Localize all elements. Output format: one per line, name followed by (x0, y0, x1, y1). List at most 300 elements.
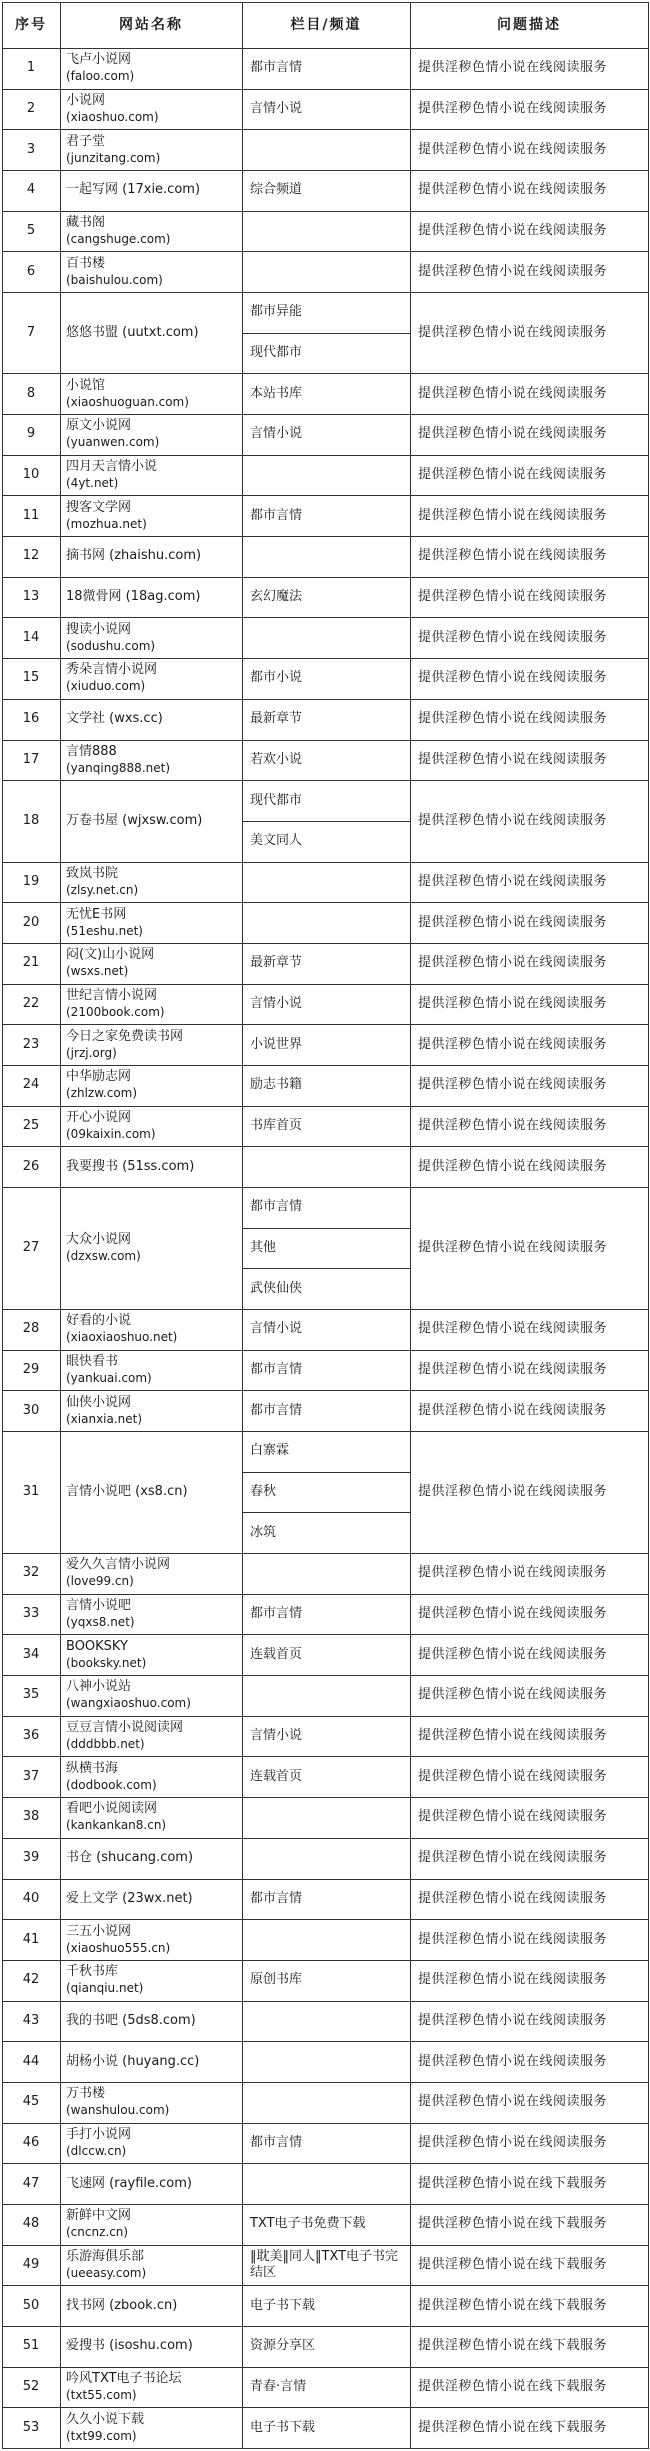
site-name (66, 617, 242, 658)
site-title: 致岚书院 (66, 865, 119, 881)
channel: 都市言情 (250, 60, 303, 76)
problem-description: 提供淫秽色情小说在线阅读服务 (418, 1402, 608, 1418)
site-name (66, 292, 242, 373)
problem-description: 提供淫秽色情小说在线阅读服务 (418, 1931, 608, 1947)
channel (250, 536, 410, 577)
site-domain: (yanqing888.net) (66, 760, 171, 775)
site-name (66, 658, 242, 699)
row-number: 1 (26, 60, 36, 76)
problem-description: 提供淫秽色情小说在线下载服务 (418, 2338, 608, 2354)
problem-description: 提供淫秽色情小说在线阅读服务 (418, 1565, 608, 1581)
site-title: 纵横书海 (66, 1760, 119, 1776)
site-name (66, 943, 242, 984)
site-title: 我要搜书 (51ss.com) (66, 1158, 195, 1174)
site-title: 闷(文)山小说网 (66, 947, 155, 963)
problem-description: 提供淫秽色情小说在线阅读服务 (418, 1768, 608, 1784)
row-number: 14 (22, 629, 40, 645)
site-title: 乐游海俱乐部 (66, 2248, 145, 2264)
problem-description: 提供淫秽色情小说在线下载服务 (418, 2256, 608, 2272)
problem-description: 提供淫秽色情小说在线阅读服务 (418, 1646, 608, 1662)
problem-description: 提供淫秽色情小说在线阅读服务 (418, 141, 608, 157)
site-title: 小说网 (66, 93, 106, 108)
row-number: 45 (22, 2094, 40, 2110)
site-name (66, 129, 242, 170)
site-name (66, 2082, 242, 2123)
channel: 言情小说 (250, 426, 303, 442)
problem-description: 提供淫秽色情小说在线阅读服务 (418, 873, 608, 889)
column-divider (242, 2, 243, 2449)
site-name (66, 1756, 242, 1797)
row-number: 41 (22, 1931, 40, 1947)
channel (250, 902, 410, 943)
row-number: 53 (22, 2419, 40, 2435)
site-name (66, 1960, 242, 2001)
row-number: 35 (22, 1687, 40, 1703)
site-domain: (cangshuge.com) (66, 232, 171, 247)
site-title: 言情小说吧 (66, 1598, 132, 1614)
site-title: 我的书吧 (5ds8.com) (66, 2012, 196, 2028)
channel: 原创书库 (250, 1972, 303, 1988)
channel: 电子书下载 (250, 2419, 316, 2435)
site-title: 吟风TXT电子书论坛 (66, 2370, 182, 2386)
site-name (66, 2285, 242, 2326)
problem-description: 提供淫秽色情小说在线阅读服务 (418, 955, 608, 971)
row-number: 31 (22, 1484, 40, 1500)
site-name (66, 89, 242, 130)
site-domain: (txt55.com) (66, 2387, 137, 2402)
site-name (66, 862, 242, 903)
row-number: 7 (26, 324, 36, 340)
site-title: 爱上文学 (23wx.net) (66, 1890, 193, 1906)
site-title: 豆豆言情小说阅读网 (66, 1720, 184, 1736)
header-no: 序号 (15, 17, 47, 33)
site-title: 仙侠小说网 (66, 1394, 132, 1410)
channel: 美文同人 (250, 833, 303, 849)
row-number: 26 (22, 1158, 40, 1174)
site-domain: (booksky.net) (66, 1655, 147, 1670)
site-title: BOOKSKY (66, 1638, 128, 1654)
channel: 都市言情 (250, 1199, 303, 1215)
row-number: 37 (22, 1768, 40, 1784)
channel (250, 1797, 410, 1838)
channel (250, 617, 410, 658)
problem-description: 提供淫秽色情小说在线下载服务 (418, 2216, 608, 2232)
row-number: 12 (22, 548, 40, 564)
channel: 现代都市 (250, 345, 303, 361)
site-name (66, 251, 242, 292)
site-domain: (xiuduo.com) (66, 679, 146, 694)
site-name (66, 536, 242, 577)
channel (250, 1919, 410, 1960)
site-title: 君子堂 (66, 133, 106, 149)
row-number: 42 (22, 1972, 40, 1988)
channel (250, 129, 410, 170)
site-name (66, 780, 242, 861)
row-number: 34 (22, 1646, 40, 1662)
row-number: 4 (26, 182, 36, 198)
row-divider (242, 333, 410, 334)
site-name (66, 455, 242, 496)
site-title: 大众小说网 (66, 1231, 132, 1247)
site-name (66, 2407, 242, 2448)
column-divider (60, 2, 61, 2449)
problem-description: 提供淫秽色情小说在线阅读服务 (418, 1362, 608, 1378)
channel: 青春·言情 (250, 2378, 307, 2394)
site-title: 今日之家免费读书网 (66, 1028, 184, 1044)
row-number: 40 (22, 1890, 40, 1906)
channel (250, 2001, 410, 2042)
site-title: 小说馆 (66, 377, 106, 393)
site-title: 万卷书屋 (wjxsw.com) (66, 812, 203, 828)
site-name (66, 1024, 242, 1065)
channel: 都市小说 (250, 670, 303, 686)
site-name (66, 1065, 242, 1106)
channel: 其他 (250, 1239, 277, 1255)
site-domain: (junzitang.com) (66, 150, 161, 165)
site-name (66, 1187, 242, 1309)
problem-description: 提供淫秽色情小说在线阅读服务 (418, 385, 608, 401)
site-name (66, 1797, 242, 1838)
row-divider (2, 2448, 648, 2449)
problem-description: 提供淫秽色情小说在线阅读服务 (418, 60, 608, 76)
header-name: 网站名称 (119, 17, 183, 33)
site-title: 爱搜书 (isoshu.com) (66, 2338, 193, 2354)
site-name (66, 495, 242, 536)
row-number: 15 (22, 670, 40, 686)
site-title: 飞速网 (rayfile.com) (66, 2175, 192, 2191)
problem-description: 提供淫秽色情小说在线阅读服务 (418, 182, 608, 198)
site-domain: (51eshu.net) (66, 923, 143, 938)
row-number: 3 (26, 141, 36, 157)
site-name (66, 1390, 242, 1431)
site-domain: (txt99.com) (66, 2428, 137, 2443)
channel (250, 1553, 410, 1594)
site-name (66, 984, 242, 1025)
problem-description: 提供淫秽色情小说在线阅读服务 (418, 1809, 608, 1825)
channel: 连载首页 (250, 1768, 303, 1784)
row-number: 50 (22, 2297, 40, 2313)
channel: 资源分享区 (250, 2338, 316, 2354)
site-name (66, 699, 242, 740)
row-number: 2 (26, 101, 36, 116)
site-domain: (cncnz.cn) (66, 2225, 129, 2240)
row-number: 44 (22, 2053, 40, 2069)
column-divider (2, 2, 3, 2449)
problem-description: 提供淫秽色情小说在线阅读服务 (418, 1890, 608, 1906)
site-title: 秀朵言情小说网 (66, 662, 158, 678)
row-number: 29 (22, 1362, 40, 1378)
site-name (66, 373, 242, 414)
channel: 本站书库 (250, 385, 303, 401)
site-domain: (xiaoxiaoshuo.net) (66, 1330, 178, 1345)
site-domain: (dddbbb.net) (66, 1737, 145, 1752)
site-title: 搜客文学网 (66, 499, 132, 515)
channel: 言情小说 (250, 1728, 303, 1744)
problem-description: 提供淫秽色情小说在线阅读服务 (418, 711, 608, 727)
site-name (66, 1106, 242, 1147)
problem-description: 提供淫秽色情小说在线阅读服务 (418, 751, 608, 767)
problem-description: 提供淫秽色情小说在线下载服务 (418, 2297, 608, 2313)
site-title: 书仓 (shucang.com) (66, 1850, 194, 1866)
channel: 都市言情 (250, 1890, 303, 1906)
site-name (66, 2367, 242, 2408)
site-domain: (wanshulou.com) (66, 2103, 170, 2118)
site-title: 飞卢小说网 (66, 52, 132, 68)
site-name (66, 1431, 242, 1553)
column-divider (410, 2, 411, 2449)
site-domain: (faloo.com) (66, 69, 135, 84)
site-title: 文学社 (wxs.cc) (66, 711, 163, 727)
channel: 最新章节 (250, 955, 303, 971)
site-title: 胡杨小说 (huyang.cc) (66, 2053, 200, 2069)
channel (250, 2163, 410, 2204)
site-name (66, 1919, 242, 1960)
site-domain: (mozhua.net) (66, 516, 147, 531)
channel: 都市言情 (250, 507, 303, 523)
site-name (66, 1879, 242, 1920)
channel: 武侠仙侠 (250, 1280, 303, 1296)
site-name (66, 170, 242, 211)
site-title: 言情888 (66, 743, 117, 759)
problem-description: 提供淫秽色情小说在线阅读服务 (418, 1687, 608, 1703)
row-number: 11 (22, 507, 40, 523)
channel: 若欢小说 (250, 751, 303, 767)
row-number: 5 (26, 223, 36, 239)
problem-description: 提供淫秽色情小说在线下载服务 (418, 2175, 608, 2191)
channel: 最新章节 (250, 711, 303, 727)
problem-description: 提供淫秽色情小说在线阅读服务 (418, 263, 608, 279)
site-name (66, 1634, 242, 1675)
header-desc: 问题描述 (497, 17, 561, 33)
row-number: 17 (22, 751, 40, 767)
site-domain: (sodushu.com) (66, 638, 156, 653)
channel (250, 862, 410, 903)
site-title: 悠悠书盟 (uutxt.com) (66, 324, 199, 340)
column-divider (648, 2, 649, 2449)
site-title: 眼快看书 (66, 1354, 119, 1370)
channel: 冰筑 (250, 1524, 277, 1540)
site-name (66, 1594, 242, 1635)
site-domain: (wangxiaoshuo.com) (66, 1696, 191, 1711)
problem-description: 提供淫秽色情小说在线阅读服务 (418, 1606, 608, 1622)
site-name (66, 48, 242, 89)
channel: 言情小说 (250, 101, 303, 116)
site-title: 久久小说下载 (66, 2411, 145, 2427)
site-name (66, 2041, 242, 2082)
site-domain: (zlsy.net.cn) (66, 882, 139, 897)
problem-description: 提供淫秽色情小说在线阅读服务 (418, 1117, 608, 1133)
channel (250, 2082, 410, 2123)
channel: 励志书籍 (250, 1077, 303, 1093)
problem-description: 提供淫秽色情小说在线阅读服务 (418, 2053, 608, 2069)
site-title: 三五小说网 (66, 1923, 132, 1939)
site-domain: (yuanwen.com) (66, 435, 160, 450)
problem-description: 提供淫秽色情小说在线阅读服务 (418, 507, 608, 523)
site-title: 开心小说网 (66, 1109, 132, 1125)
site-domain: (dzxsw.com) (66, 1248, 141, 1263)
site-name (66, 1350, 242, 1391)
channel: 电子书下载 (250, 2297, 316, 2313)
site-title: 看吧小说阅读网 (66, 1801, 158, 1817)
channel: 书库首页 (250, 1117, 303, 1133)
site-name (66, 1716, 242, 1757)
row-number: 25 (22, 1117, 40, 1133)
row-divider (242, 1228, 410, 1229)
row-divider (242, 821, 410, 822)
site-title: 好看的小说 (66, 1313, 132, 1329)
row-number: 10 (22, 467, 40, 483)
site-name (66, 1553, 242, 1594)
header-column: 栏目/频道 (290, 17, 362, 33)
row-number: 13 (22, 589, 40, 605)
problem-description: 提供淫秽色情小说在线阅读服务 (418, 1972, 608, 1988)
channel (250, 1838, 410, 1879)
channel: 都市言情 (250, 1606, 303, 1622)
site-title: 找书网 (zbook.cn) (66, 2297, 178, 2313)
channel: 言情小说 (250, 995, 303, 1011)
site-domain: (baishulou.com) (66, 272, 163, 287)
site-title: 中华励志网 (66, 1069, 132, 1085)
site-title: 新鲜中文网 (66, 2208, 132, 2224)
site-domain: (xiaoshuo.com) (66, 110, 159, 124)
site-name (66, 2326, 242, 2367)
row-number: 46 (22, 2134, 40, 2150)
row-number: 48 (22, 2216, 40, 2232)
channel (250, 1146, 410, 1187)
channel: 小说世界 (250, 1036, 303, 1052)
site-domain: (xiaoshuoguan.com) (66, 394, 189, 409)
row-number: 33 (22, 1606, 40, 1622)
problem-description: 提供淫秽色情小说在线阅读服务 (418, 1321, 608, 1337)
site-name (66, 211, 242, 252)
problem-description: 提供淫秽色情小说在线阅读服务 (418, 2134, 608, 2150)
site-title: 四月天言情小说 (66, 459, 158, 475)
site-name (66, 1146, 242, 1187)
site-domain: (love99.cn) (66, 1574, 134, 1589)
channel: 都市言情 (250, 2134, 303, 2150)
site-title: 搜读小说网 (66, 621, 132, 637)
channel: 玄幻魔法 (250, 589, 303, 605)
site-domain: (dlccw.cn) (66, 2143, 127, 2158)
row-number: 51 (22, 2338, 40, 2354)
problem-description: 提供淫秽色情小说在线阅读服务 (418, 2094, 608, 2110)
channel: ‖耽美‖同人‖TXT电子书完结区 (250, 2248, 399, 2280)
site-domain: (kankankan8.cn) (66, 1818, 167, 1833)
problem-description: 提供淫秽色情小说在线阅读服务 (418, 1850, 608, 1866)
site-title: 万书楼 (66, 2086, 106, 2102)
site-title: 百书楼 (66, 255, 106, 271)
site-domain: (xiaoshuo555.cn) (66, 1940, 171, 1955)
site-title: 千秋书库 (66, 1964, 119, 1980)
row-number: 22 (22, 995, 40, 1011)
row-number: 27 (22, 1239, 40, 1255)
site-name (66, 414, 242, 455)
row-number: 8 (26, 385, 36, 401)
site-title: 一起写网 (17xie.com) (66, 182, 201, 198)
problem-description: 提供淫秽色情小说在线阅读服务 (418, 914, 608, 930)
site-name (66, 577, 242, 618)
channel: TXT电子书免费下载 (250, 2216, 366, 2232)
channel: 春秋 (250, 1484, 277, 1500)
site-name (66, 1309, 242, 1350)
channel: 都市言情 (250, 1362, 303, 1378)
site-domain: (qianqiu.net) (66, 1981, 144, 1996)
site-domain: (yankuai.com) (66, 1371, 152, 1386)
site-title: 原文小说网 (66, 418, 132, 434)
row-divider (242, 1472, 410, 1473)
site-domain: (dodbook.com) (66, 1777, 157, 1792)
problem-description: 提供淫秽色情小说在线阅读服务 (418, 548, 608, 564)
problem-description: 提供淫秽色情小说在线阅读服务 (418, 1158, 608, 1174)
problem-description: 提供淫秽色情小说在线阅读服务 (418, 1728, 608, 1744)
problem-description: 提供淫秽色情小说在线阅读服务 (418, 995, 608, 1011)
problem-description: 提供淫秽色情小说在线阅读服务 (418, 467, 608, 483)
site-title: 无忧E书网 (66, 906, 127, 922)
row-number: 28 (22, 1321, 40, 1337)
row-divider (242, 1268, 410, 1269)
row-number: 47 (22, 2175, 40, 2191)
row-divider (242, 1512, 410, 1513)
site-domain: (xianxia.net) (66, 1411, 143, 1426)
problem-description: 提供淫秽色情小说在线阅读服务 (418, 1239, 608, 1255)
site-title: 18微骨网 (18ag.com) (66, 589, 201, 605)
site-name (66, 2123, 242, 2164)
row-number: 30 (22, 1402, 40, 1418)
channel: 综合频道 (250, 182, 303, 198)
channel (250, 251, 410, 292)
row-number: 16 (22, 711, 40, 727)
problem-description: 提供淫秽色情小说在线阅读服务 (418, 812, 608, 828)
channel (250, 2041, 410, 2082)
row-number: 18 (22, 812, 40, 828)
row-number: 9 (26, 426, 36, 442)
site-name (66, 902, 242, 943)
row-number: 39 (22, 1850, 40, 1866)
problem-description: 提供淫秽色情小说在线阅读服务 (418, 1484, 608, 1500)
problem-description: 提供淫秽色情小说在线阅读服务 (418, 1036, 608, 1052)
site-title: 八神小说站 (66, 1679, 132, 1695)
row-number: 23 (22, 1036, 40, 1052)
row-number: 20 (22, 914, 40, 930)
row-number: 6 (26, 263, 36, 279)
site-domain: (4yt.net) (66, 476, 119, 491)
site-title: 言情小说吧 (xs8.cn) (66, 1484, 188, 1500)
problem-description: 提供淫秽色情小说在线下载服务 (418, 2378, 608, 2394)
problem-description: 提供淫秽色情小说在线阅读服务 (418, 1077, 608, 1093)
site-name (66, 2204, 242, 2245)
problem-description: 提供淫秽色情小说在线阅读服务 (418, 589, 608, 605)
site-domain: (jrzj.org) (66, 1045, 117, 1060)
row-number: 24 (22, 1077, 40, 1093)
row-number: 52 (22, 2378, 40, 2394)
problem-description: 提供淫秽色情小说在线阅读服务 (418, 629, 608, 645)
site-name (66, 2001, 242, 2042)
channel: 白寨霖 (250, 1443, 290, 1459)
site-name (66, 2163, 242, 2204)
row-divider (2, 2, 648, 3)
site-name (66, 740, 242, 781)
row-number: 21 (22, 955, 40, 971)
site-domain: (ueeasy.com) (66, 2265, 147, 2280)
row-number: 36 (22, 1728, 40, 1744)
channel (250, 1675, 410, 1716)
channel (250, 211, 410, 252)
site-domain: (09kaixin.com) (66, 1126, 156, 1141)
row-number: 19 (22, 873, 40, 889)
site-title: 藏书阁 (66, 215, 106, 231)
problem-description: 提供淫秽色情小说在线阅读服务 (418, 2012, 608, 2028)
problem-description: 提供淫秽色情小说在线阅读服务 (418, 426, 608, 442)
